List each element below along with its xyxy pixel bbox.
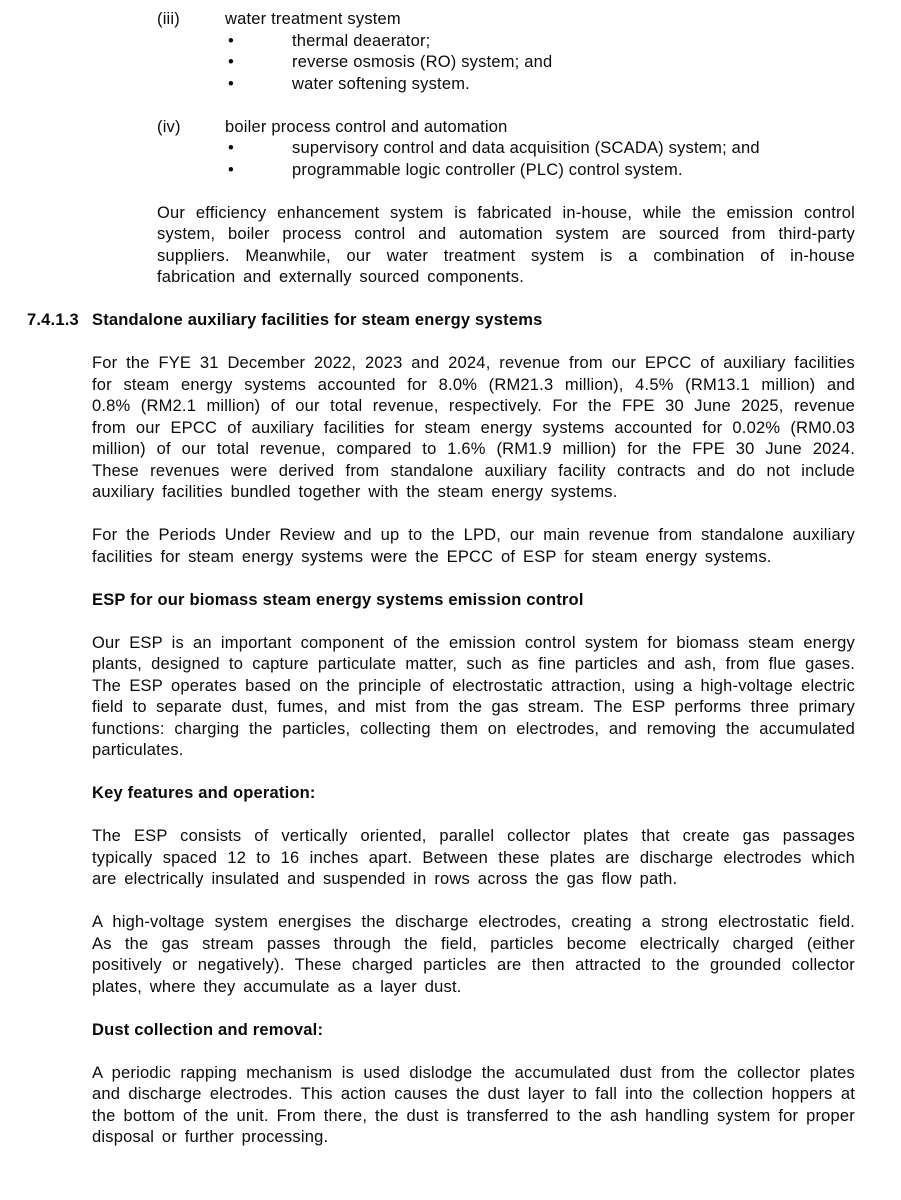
list-item-label: (iv) — [157, 117, 181, 136]
bullet-text: water softening system. — [292, 74, 470, 93]
bullet-item — [228, 74, 855, 96]
paragraph-high-voltage: A high-voltage system energises the discharge electrodes, creating a strong electrostatic field. As the gas stream passes through the field, particles become electrically charged (either positively or negatively). These charged particles are then attracted to the grounded collector plates, where they accumulate as a layer dust. — [92, 913, 855, 996]
bullet-text: reverse osmosis (RO) system; and — [292, 53, 553, 71]
bullet-icon: • — [228, 74, 234, 93]
section-number: 7.4.1.3 — [27, 311, 79, 329]
paragraph-rapping-mechanism: A periodic rapping mechanism is used dislodge the accumulated dust from the collector plates and discharge electrodes. This action causes the dust layer to fall into the collection hoppers at the bottom of the unit. From there, the dust is transferred to the ash handling system for proper disposal or further processing. — [92, 1063, 855, 1146]
paragraph-sourcing-summary: Our efficiency enhancement system is fabricated in-house, while the emission control system, boiler process control and automation system are sourced from third-party suppliers. Meanwhile, our water treatment system is a combination of in-house fabrication and externally sourced components. — [157, 203, 855, 286]
section-heading — [27, 310, 855, 332]
bullet-item — [228, 52, 855, 74]
bullet-item — [228, 160, 855, 182]
section-title: Standalone auxiliary facilities for steam energy systems — [92, 311, 543, 329]
bullet-text: supervisory control and data acquisition (SCADA) system; and — [292, 139, 760, 157]
paragraph-periods-under-review: For the Periods Under Review and up to the LPD, our main revenue from standalone auxiliary facilities for steam energy systems were the EPCC of ESP for steam energy systems. — [92, 526, 855, 566]
list-item-title: boiler process control and automation — [225, 117, 508, 136]
bullet-icon: • — [228, 160, 234, 179]
list-item-row — [157, 117, 855, 139]
bullet-icon: • — [228, 139, 234, 157]
bullet-icon: • — [228, 31, 234, 50]
subheading-key-features: Key features and operation: — [92, 784, 316, 802]
paragraph-revenue-figures: For the FYE 31 December 2022, 2023 and 2024, revenue from our EPCC of auxiliary facilities for steam energy systems accounted for 8.0% (RM21.3 million), 4.5% (RM13.1 million) and 0.8% (RM2.1 million) of our total revenue, respectively. For the FPE 30 June 2025, revenue from our EPCC of auxiliary facilities for steam energy systems accounted for 0.02% (RM0.03 million) of our total revenue, compared to 1.6% (RM1.9 million) for the FPE 30 June 2024. These revenues were derived from standalone auxiliary facility contracts and do not include auxiliary facilities bundled together with the steam energy systems. — [92, 354, 855, 501]
paragraph-collector-plates: The ESP consists of vertically oriented, parallel collector plates that create gas passages typically spaced 12 to 16 inches apart. Between these plates are discharge electrodes which are electrically insulated and suspended in rows across the gas flow path. — [92, 827, 855, 888]
list-item-iii — [27, 9, 855, 95]
subheading-dust-collection: Dust collection and removal: — [92, 1020, 324, 1039]
list-item-title: water treatment system — [225, 10, 401, 28]
paragraph-esp-description: Our ESP is an important component of the emission control system for biomass steam energy plants, designed to capture particulate matter, such as fine particles and ash, from flue gases. The ESP operates based on the principle of electrostatic attraction, using a high-voltage electric field to separate dust, fumes, and mist from the gas stream. The ESP performs three primary functions: charging the particles, collecting them on electrodes, and removing the accumulated particulates. — [92, 633, 855, 759]
subheading-esp-emission-control: ESP for our biomass steam energy systems emission control — [92, 590, 584, 609]
list-item-iv — [27, 117, 855, 182]
bullet-text: thermal deaerator; — [292, 31, 431, 50]
bullet-item — [228, 138, 855, 160]
bullet-text: programmable logic controller (PLC) control system. — [292, 160, 683, 179]
bullet-item — [228, 31, 855, 53]
list-item-label: (iii) — [157, 10, 180, 28]
bullet-icon: • — [228, 53, 234, 71]
list-item-row — [157, 9, 855, 31]
